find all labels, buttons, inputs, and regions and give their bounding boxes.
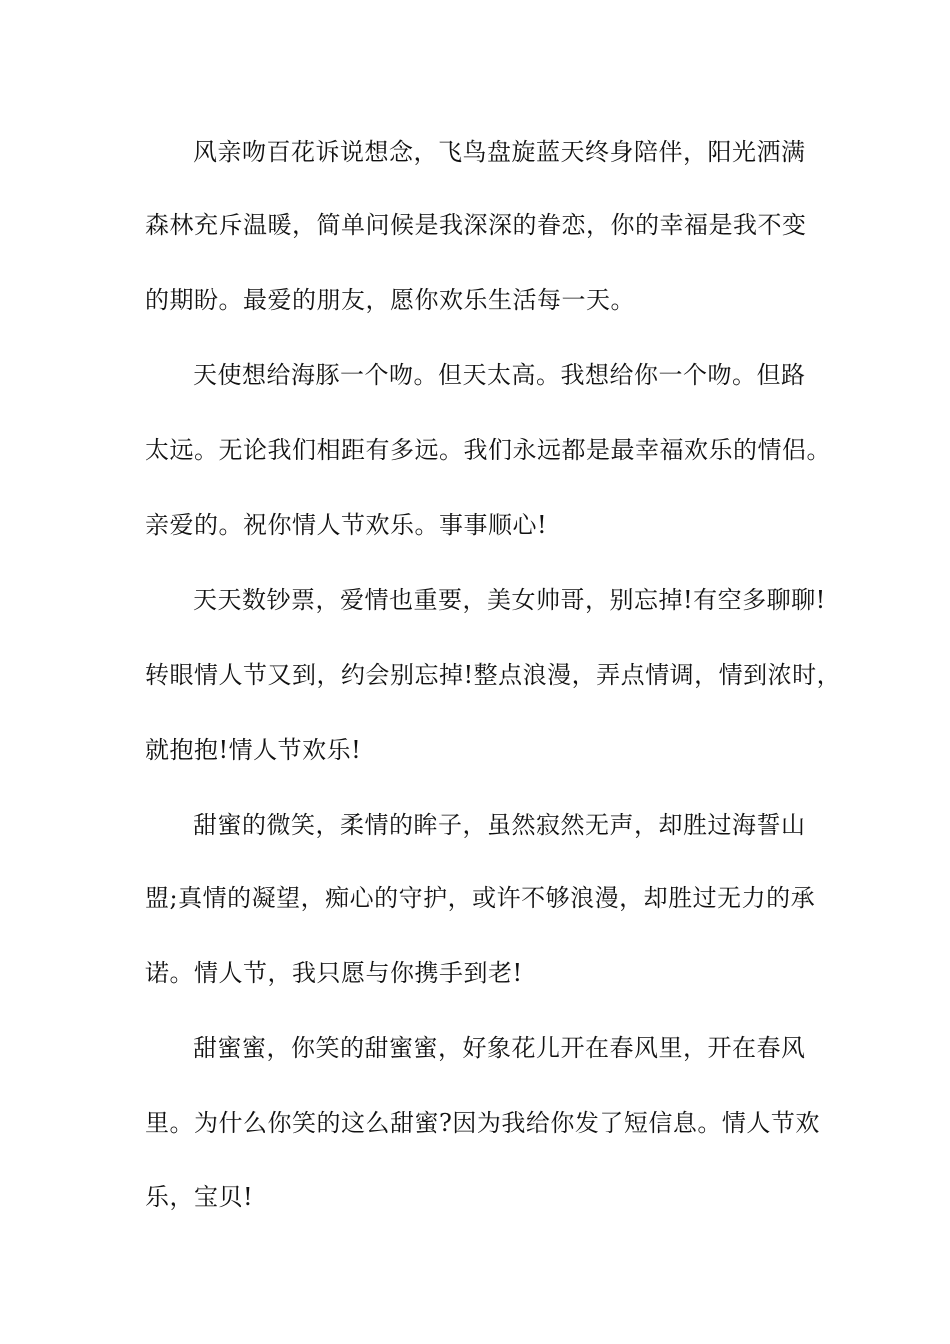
paragraph-3-line-3: 就抱抱!情人节欢乐! [145,736,362,764]
paragraph-2-line-3: 亲爱的。祝你情人节欢乐。事事顺心! [145,511,548,539]
paragraph-4-line-1: 甜蜜的微笑，柔情的眸子，虽然寂然无声，却胜过海誓山 [193,811,806,839]
paragraph-1-line-1: 风亲吻百花诉说想念，飞鸟盘旋蓝天终身陪伴，阳光洒满 [193,138,806,166]
paragraph-3-line-2: 转眼情人节又到，约会别忘掉!整点浪漫，弄点情调，情到浓时， [145,661,842,689]
paragraph-3-line-1: 天天数钞票，爱情也重要，美女帅哥，别忘掉!有空多聊聊! [193,586,826,614]
paragraph-4-line-3: 诺。情人节，我只愿与你携手到老! [145,959,523,987]
paragraph-2-line-1: 天使想给海豚一个吻。但天太高。我想给你一个吻。但路 [193,361,806,389]
paragraph-5-line-2: 里。为什么你笑的这么甜蜜?因为我给你发了短信息。情人节欢 [145,1109,820,1137]
paragraph-2-line-2: 太远。无论我们相距有多远。我们永远都是最幸福欢乐的情侣。 [145,436,831,464]
paragraph-5-line-1: 甜蜜蜜，你笑的甜蜜蜜，好象花儿开在春风里，开在春风 [193,1034,806,1062]
paragraph-5-line-3: 乐，宝贝! [145,1183,254,1211]
paragraph-1-line-3: 的期盼。最爱的朋友，愿你欢乐生活每一天。 [145,286,635,314]
paragraph-1-line-2: 森林充斥温暖，简单问候是我深深的眷恋，你的幸福是我不变 [145,211,807,239]
paragraph-4-line-2: 盟;真情的凝望，痴心的守护，或许不够浪漫，却胜过无力的承 [145,884,816,912]
